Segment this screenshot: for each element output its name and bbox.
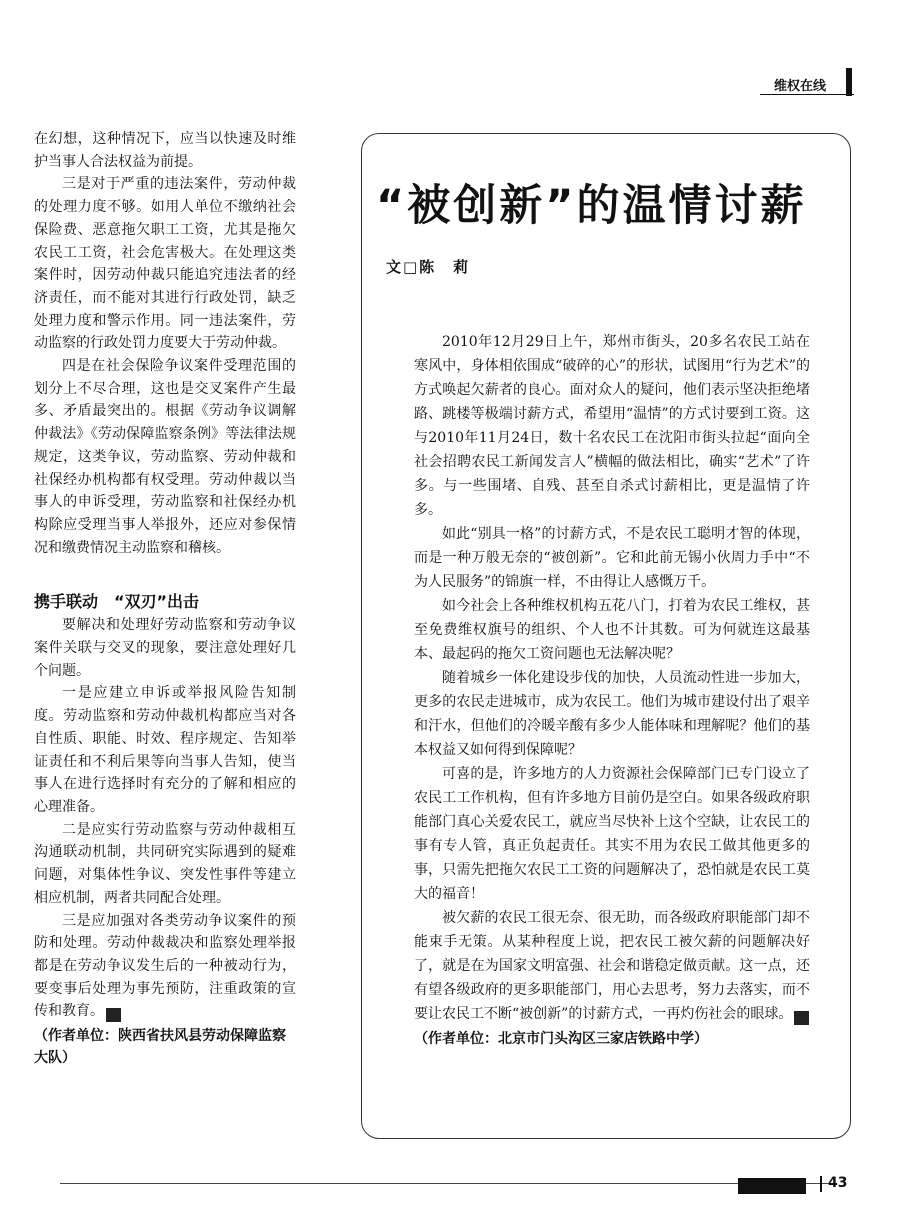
page-number: 43 bbox=[828, 1175, 848, 1191]
author-unit-right: （作者单位：北京市门头沟区三家店铁路中学） bbox=[414, 1031, 708, 1047]
left-paragraph: 在幻想，这种情况下，应当以快速及时维护当事人合法权益为前提。 bbox=[34, 131, 296, 170]
footer-block bbox=[738, 1178, 806, 1194]
author-unit-left: （作者单位：陕西省扶风县劳动保障监察大队） bbox=[34, 1028, 286, 1067]
section-tag bbox=[760, 74, 854, 95]
article-box bbox=[361, 133, 851, 1139]
article-paragraph: 如此“别具一格”的讨薪方式，不是农民工聪明才智的体现，而是一种万般无奈的“被创新”。它和此前无锡小伙周力手中“不为人民服务”的锦旗一样，不由得让人感慨万千。 bbox=[414, 526, 810, 590]
section-bar bbox=[846, 68, 852, 96]
left-paragraph: 二是应实行劳动监察与劳动仲裁相互沟通联动机制，共同研究实际遇到的疑难问题，对集体性争议、突发性事件等建立相应机制，两者共同配合处理。 bbox=[34, 821, 296, 906]
footer-rule bbox=[60, 1183, 830, 1184]
section-label: 维权在线 bbox=[774, 79, 827, 94]
article-paragraph-text: 被欠薪的农民工很无奈、很无助，而各级政府职能部门却不能束手无策。从某种程度上说，把农民工被欠薪的问题解决好了，就是在为国家文明富强、社会和谐稳定做贡献。这一点，还有望各级政府的更多职能部门，用心去思考，努力去落实，而不要让农民工不断“被创新”的讨薪方式，一再灼伤社会的眼球。 bbox=[414, 910, 810, 1022]
article-paragraph: 随着城乡一体化建设步伐的加快，人员流动性进一步加大，更多的农民走进城市，成为农民工。他们为城市建设付出了艰辛和汗水，但他们的冷暖辛酸有多少人能体味和理解呢？他们的基本权益又如何得到保障呢？ bbox=[414, 670, 810, 758]
left-paragraph: 四是在社会保险争议案件受理范围的划分上不尽合理，这也是交叉案件产生最多、矛盾最突出的。根据《劳动争议调解仲裁法》《劳动保障监察条例》等法律法规规定，这类争议，劳动监察、劳动仲裁和社保经办机构都有权受理。劳动仲裁以当事人的申诉受理，劳动监察和社保经办机构除应受理当事人举报外，还应对参保情况和缴费情况主动监察和稽核。 bbox=[34, 358, 296, 556]
end-mark-icon: RS bbox=[794, 1011, 809, 1025]
article-paragraph: 可喜的是，许多地方的人力资源社会保障部门已专门设立了农民工工作机构，但有许多地方目前仍是空白。如果各级政府职能部门真心关爱农民工，就应当尽快补上这个空缺，让农民工的事有专人管，真正负起责任。其实不用为农民工做其他更多的事，只需先把拖欠农民工工资的问题解决了，恐怕就是农民工莫大的福音！ bbox=[414, 766, 810, 902]
footer-tick bbox=[820, 1176, 822, 1192]
left-paragraph: 三是对于严重的违法案件，劳动仲裁的处理力度不够。如用人单位不缴纳社会保险费、恶意拖欠职工工资，尤其是拖欠农民工工资，社会危害极大。在处理这类案件时，因劳动仲裁只能追究违法者的经济责任，而不能对其进行行政处罚，缺乏处理力度和警示作用。同一违法案件，劳动监察的行政处罚力度要大于劳动仲裁。 bbox=[34, 176, 296, 352]
article-title: “被创新”的温情讨薪 bbox=[376, 181, 807, 231]
left-paragraph: 一是应建立申诉或举报风险告知制度。劳动监察和劳动仲裁机构都应当对各自性质、职能、时效、程序规定、告知举证责任和不利后果等向当事人告知，使当事人在进行选择时有充分的了解和相应的心理准备。 bbox=[34, 685, 296, 815]
left-column bbox=[34, 128, 296, 1069]
byline: 文□陈 莉 bbox=[386, 258, 471, 276]
left-paragraph-text: 三是应加强对各类劳动争议案件的预防和处理。劳动仲裁裁决和监察处理举报都是在劳动争议发生后的一种被动行为，要变事后处理为事先预防，注重政策的宣传和教育。 bbox=[34, 912, 296, 1020]
article-paragraph: 2010年12月29日上午，郑州市街头，20多名农民工站在寒风中，身体相依围成“破碎的心”的形状，试图用“行为艺术”的方式唤起欠薪者的良心。面对众人的疑问，他们表示坚决拒绝堵路、跳楼等极端讨薪方式，希望用“温情”的方式讨要到工资。这与2010年11月24日，数十名农民工在沈阳市街头拉起“面向全社会招聘农民工新闻发言人”横幅的做法相比，确实“艺术”了许多。与一些围堵、自残、甚至自杀式讨薪相比，更是温情了许多。 bbox=[414, 334, 810, 518]
article-paragraph: 如今社会上各种维权机构五花八门，打着为农民工维权，甚至免费维权旗号的组织、个人也不计其数。可为何就连这最基本、最起码的拖欠工资问题也无法解决呢？ bbox=[414, 598, 810, 662]
subheading: 携手联动 “双刃”出击 bbox=[34, 592, 200, 612]
article-paragraph-last bbox=[414, 906, 835, 1026]
end-mark-icon: RS bbox=[106, 1008, 121, 1022]
left-paragraph-last bbox=[34, 910, 296, 1024]
left-paragraph: 要解决和处理好劳动监察和劳动争议案件关联与交叉的现象，要注意处理好几个问题。 bbox=[34, 617, 296, 679]
article-body bbox=[414, 330, 835, 1048]
